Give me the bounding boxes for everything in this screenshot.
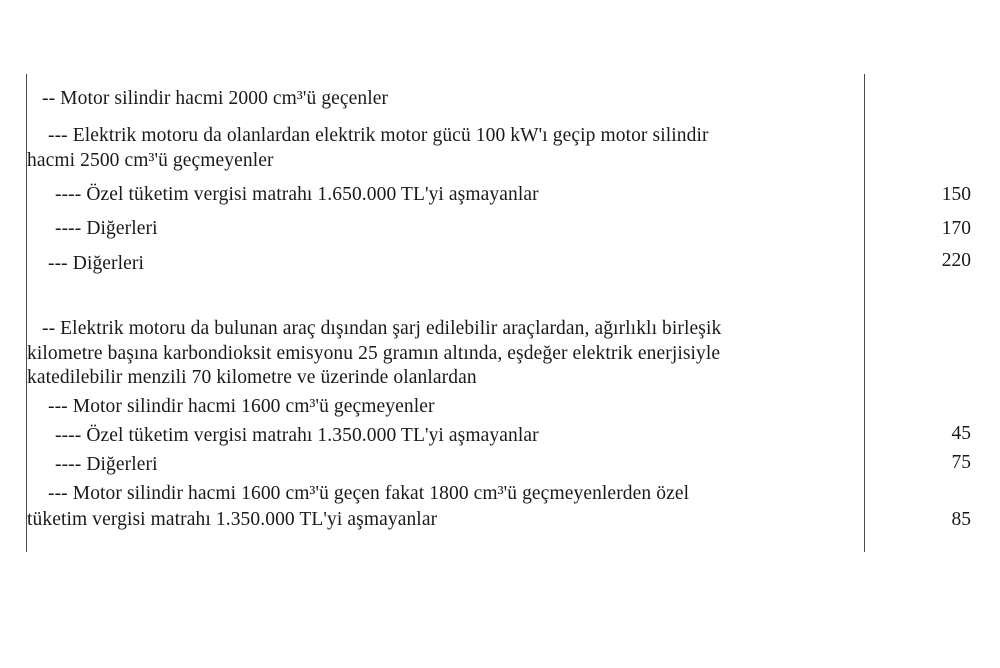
section2-row-label: ---- Diğerleri: [55, 454, 158, 475]
section2-row-label: ---- Özel tüketim vergisi matrahı 1.350.000 TL'yi aşmayanlar: [55, 425, 539, 446]
section2-header-line2: kilometre başına karbondioksit emisyonu 25 gramın altında, eşdeğer elektrik enerjisiyle: [27, 343, 721, 364]
section1-row-label: --- Diğerleri: [48, 253, 145, 274]
section2-last-value: 85: [951, 509, 971, 530]
section2-row-value: 45: [951, 423, 971, 444]
section1-subheader-line1: --- Elektrik motoru da olanlardan elektrik motor gücü 100 kW'ı geçip motor silindir: [48, 125, 709, 146]
left-border-line: [26, 74, 27, 552]
section1-row-value: 220: [941, 250, 971, 271]
section1-row-value: 150: [941, 184, 971, 205]
section2-row-value: 75: [951, 452, 971, 473]
section1-header: -- Motor silindir hacmi 2000 cm³'ü geçenler: [42, 88, 389, 109]
section2-last-line2: tüketim vergisi matrahı 1.350.000 TL'yi aşmayanlar: [27, 509, 438, 530]
section1-row-value: 170: [941, 218, 971, 239]
section2-last-line1: --- Motor silindir hacmi 1600 cm³'ü geçen fakat 1800 cm³'ü geçmeyenlerden özel: [48, 483, 690, 504]
section2-header-line3: katedilebilir menzili 70 kilometre ve üzerinde olanlardan: [27, 367, 477, 388]
section1-row-label: ---- Özel tüketim vergisi matrahı 1.650.000 TL'yi aşmayanlar: [55, 184, 539, 205]
section1-row-label: ---- Diğerleri: [55, 218, 158, 239]
section2-header-line1: -- Elektrik motoru da bulunan araç dışından şarj edilebilir araçlardan, ağırlıklı birleşik: [42, 318, 722, 339]
right-border-line: [864, 74, 865, 552]
section2-subheader: --- Motor silindir hacmi 1600 cm³'ü geçmeyenler: [48, 396, 435, 417]
section1-subheader-line2: hacmi 2500 cm³'ü geçmeyenler: [27, 150, 274, 171]
